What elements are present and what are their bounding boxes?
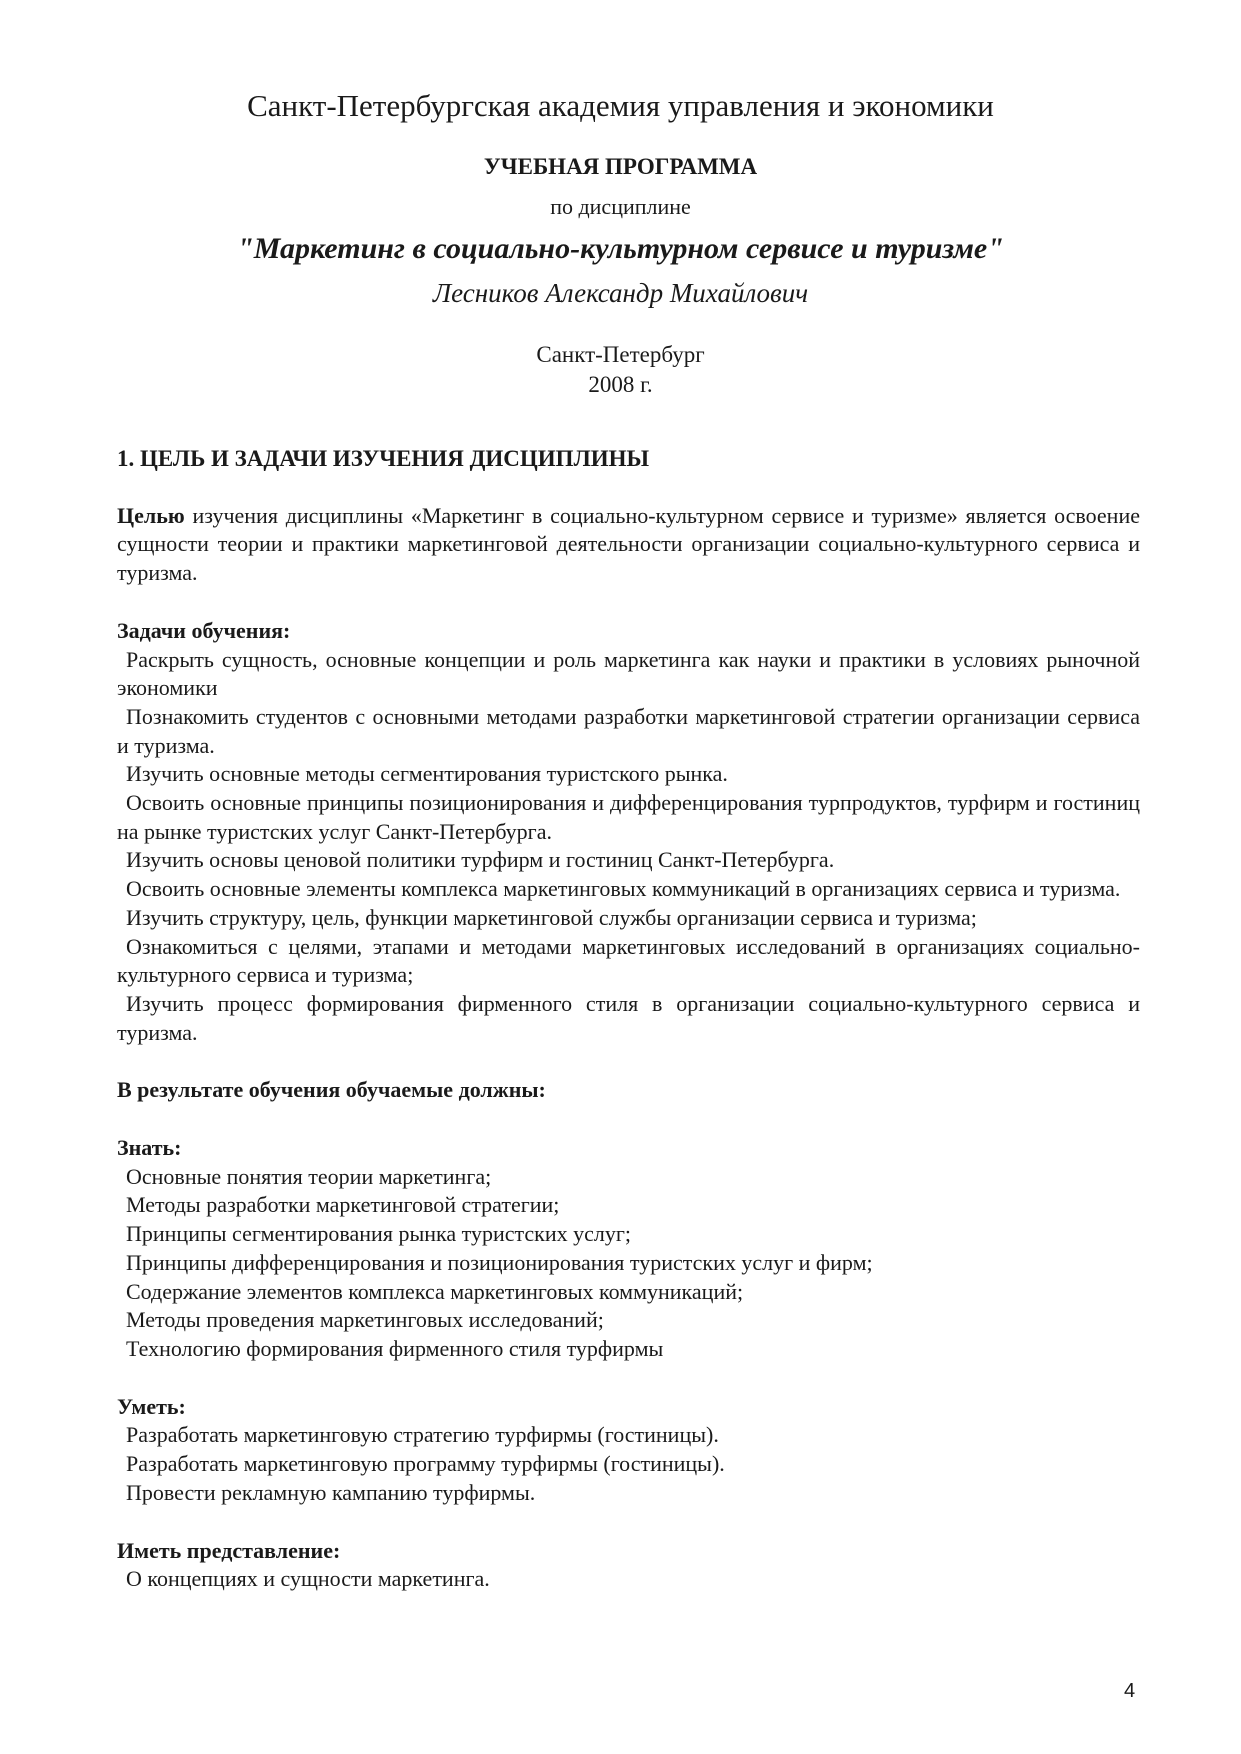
goal-paragraph (117, 502, 1140, 588)
year: 2008 г. (588, 372, 653, 397)
city-year (0, 340, 1241, 400)
know-item: Методы разработки маркетинговой стратегии; (126, 1192, 560, 1218)
author-name: Лесников Александр Михайлович (432, 278, 809, 308)
task-item: Ознакомиться с целями, этапами и методами маркетинговых исследований в организациях социально-культурного сервиса и туризма; (117, 933, 1140, 988)
can-item: Провести рекламную кампанию турфирмы. (126, 1479, 536, 1505)
task-item: Изучить основные методы сегментирования туристского рынка. (126, 761, 728, 787)
can-heading: Уметь: (117, 1393, 186, 1419)
know-item: Принципы дифференцирования и позиционирования туристских услуг и фирм; (126, 1249, 873, 1275)
program-title: УЧЕБНАЯ ПРОГРАММА (483, 154, 758, 179)
idea-item: О концепциях и сущности маркетинга. (126, 1566, 490, 1592)
task-item: Изучить основы ценовой политики турфирм и гостиниц Санкт-Петербурга. (126, 847, 835, 873)
can-item: Разработать маркетинговую стратегию турфирмы (гостиницы). (126, 1422, 719, 1448)
task-item: Освоить основные принципы позиционирования и дифференцирования турпродуктов, турфирм и гостиниц на рынке туристских услуг Санкт-Петербурга. (117, 790, 1140, 844)
city: Санкт-Петербург (536, 342, 705, 367)
task-item: Познакомить студентов с основными методами разработки маркетинговой стратегии организации сервиса и туризма. (117, 703, 1140, 758)
goal-text: изучения дисциплины «Маркетинг в социально-культурном сервисе и туризме» является освоение сущности теории и практики маркетинговой деятельности организации социально-культурного сервиса и туризма. (117, 502, 1140, 586)
tasks-heading: Задачи обучения: (117, 617, 291, 643)
know-heading: Знать: (117, 1135, 182, 1161)
can-item: Разработать маркетинговую программу турфирмы (гостиницы). (126, 1451, 725, 1477)
know-item: Содержание элементов комплекса маркетинговых коммуникаций; (126, 1278, 744, 1304)
know-item: Технологию формирования фирменного стиля турфирмы (126, 1335, 664, 1361)
document-body (117, 445, 1140, 1594)
page-number: 4 (1124, 1680, 1136, 1702)
results-heading: В результате обучения обучаемые должны: (117, 1077, 546, 1103)
task-item: Изучить структуру, цель, функции маркетинговой службы организации сервиса и туризма; (126, 904, 977, 930)
by-discipline-label: по дисциплине (550, 194, 691, 219)
discipline-title: "Маркетинг в социально-культурном сервисе и туризме" (237, 232, 1004, 265)
task-item: Освоить основные элементы комплекса маркетинговых коммуникаций в организациях сервиса и туризма. (126, 876, 1121, 902)
goal-lead: Целью (117, 502, 185, 528)
task-item: Раскрыть сущность, основные концепции и роль маркетинга как науки и практики в условиях рыночной экономики (117, 646, 1140, 701)
know-item: Принципы сегментирования рынка туристских услуг; (126, 1221, 631, 1247)
institution-name: Санкт-Петербургская академия управления и экономики (247, 88, 994, 123)
idea-heading: Иметь представление: (117, 1537, 341, 1563)
know-item: Методы проведения маркетинговых исследований; (126, 1307, 604, 1333)
know-item: Основные понятия теории маркетинга; (126, 1163, 492, 1189)
section-title: 1. ЦЕЛЬ И ЗАДАЧИ ИЗУЧЕНИЯ ДИСЦИПЛИНЫ (117, 446, 650, 471)
task-item: Изучить процесс формирования фирменного стиля в организации социально-культурного сервиса и туризма. (117, 990, 1140, 1045)
